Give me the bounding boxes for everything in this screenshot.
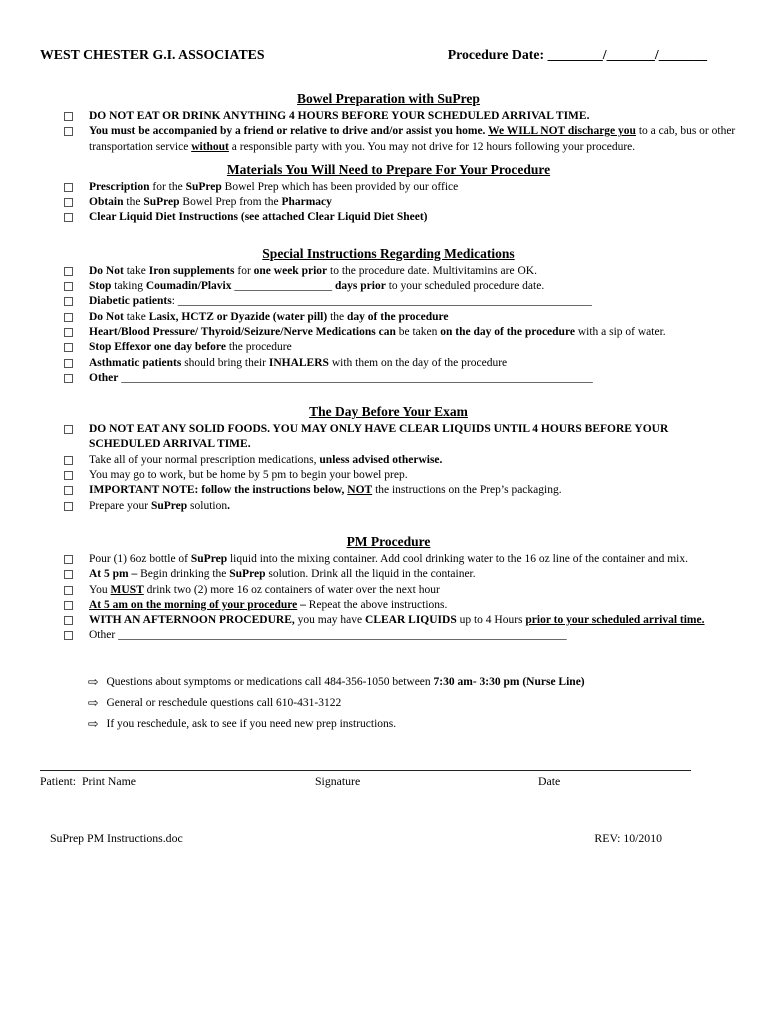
checklist-item-text	[89, 124, 737, 155]
text-segment: take	[123, 310, 149, 323]
text-segment: you may have	[294, 614, 366, 627]
text-segment: take	[123, 264, 149, 277]
section-title: Special Instructions Regarding Medications	[262, 245, 515, 261]
text-segment: Stop Effexor one day before	[89, 341, 226, 354]
document-footer	[40, 831, 737, 846]
text-segment: You may go to work, but be home by 5 pm to begin your bowel prep.	[89, 469, 408, 482]
checklist-item	[40, 552, 737, 567]
section-materials	[40, 161, 737, 226]
section-pm-procedure	[40, 533, 737, 644]
checkbox-icon[interactable]	[64, 198, 73, 207]
text-segment: DO NOT EAT ANY SOLID FOODS. YOU MAY ONLY HAVE CLEAR LIQUIDS UNTIL 4 HOURS BEFORE YOUR SCHEDULED ARRIVAL TIME.	[89, 423, 669, 451]
checklist-item	[40, 453, 737, 468]
checklist-item-text	[89, 598, 737, 613]
text-segment: day of the procedure	[347, 310, 449, 323]
checklist-item-text	[89, 567, 737, 582]
checkbox-icon[interactable]	[64, 267, 73, 276]
text-segment: with them on the day of the procedure	[328, 356, 508, 369]
text-segment: prior to your scheduled arrival time.	[525, 614, 705, 627]
checklist-item	[40, 180, 737, 195]
checklist-item-text	[89, 325, 737, 340]
checklist-item	[40, 371, 737, 386]
text-segment: Take all of your normal prescription medications,	[89, 453, 320, 466]
text-segment: one week prior	[253, 264, 328, 277]
section-title: PM Procedure	[346, 533, 431, 549]
checklist-item-text	[89, 552, 737, 567]
text-segment: Coumadin/Plavix	[145, 280, 232, 293]
checkbox-icon[interactable]	[64, 456, 73, 465]
checklist-item	[40, 499, 737, 514]
footer-filename: SuPrep PM Instructions.doc	[50, 830, 183, 845]
checkbox-icon[interactable]	[64, 601, 73, 610]
checkbox-icon[interactable]	[64, 297, 73, 306]
text-segment: Pharmacy	[281, 196, 332, 209]
checklist-item-text	[89, 180, 737, 195]
checkbox-icon[interactable]	[64, 616, 73, 625]
checklist-item	[40, 613, 737, 628]
text-segment: SuPrep	[229, 568, 266, 581]
text-segment: up to 4 Hours	[456, 614, 526, 627]
text-segment: IMPORTANT NOTE: follow the instructions below,	[89, 484, 348, 497]
text-segment: to your scheduled procedure date.	[385, 280, 545, 293]
note-text	[106, 695, 341, 711]
checklist-item	[40, 567, 737, 582]
checkbox-icon[interactable]	[64, 282, 73, 291]
checklist-item	[40, 124, 737, 155]
text-segment: a responsible party with you. You may not drive for 12 hours following your procedure.	[228, 140, 636, 153]
text-segment: drink two (2) more 16 oz containers of water over the next hour	[143, 583, 440, 596]
checklist-item	[40, 356, 737, 371]
procedure-date-label: Procedure Date:	[447, 47, 548, 62]
text-segment: Clear Liquid Diet Instructions (see attached Clear Liquid Diet Sheet)	[89, 211, 428, 224]
text-segment: Other	[89, 629, 119, 642]
text-segment: days prior	[335, 280, 386, 293]
text-segment: the instructions on the Prep’s packaging.	[372, 484, 562, 497]
right-arrow-icon: ⇨	[88, 673, 99, 689]
checklist-item	[40, 325, 737, 340]
text-segment: on the day of the procedure	[440, 325, 575, 338]
signature-labels	[40, 774, 737, 789]
checklist-item	[40, 598, 737, 613]
checkbox-icon[interactable]	[64, 631, 73, 640]
text-segment: You	[89, 583, 111, 596]
notes	[40, 674, 737, 732]
checklist-item	[40, 468, 737, 483]
text-segment: DO NOT EAT OR DRINK ANYTHING 4 HOURS BEFORE YOUR SCHEDULED ARRIVAL TIME.	[89, 110, 590, 122]
text-segment: Iron supplements	[148, 264, 235, 277]
text-segment: At 5 pm –	[89, 568, 141, 581]
right-arrow-icon: ⇨	[88, 715, 99, 731]
checklist-item	[40, 340, 737, 355]
note-text	[106, 716, 396, 732]
checklist-item	[40, 294, 737, 309]
section-bowel-prep	[40, 90, 737, 155]
text-segment: Questions about symptoms or medications call 484-356-1050 between	[106, 675, 434, 688]
text-segment: to the procedure date. Multivitamins are OK.	[327, 264, 537, 277]
text-segment: without	[191, 140, 229, 153]
note-item	[88, 674, 737, 690]
text-segment: Diabetic patients	[89, 295, 172, 308]
checkbox-icon[interactable]	[64, 112, 73, 121]
text-segment: solution. Drink all the liquid in the container.	[265, 568, 476, 581]
text-segment: should bring their	[181, 356, 269, 369]
checkbox-icon[interactable]	[64, 359, 73, 368]
checklist-item-text	[89, 264, 737, 279]
checklist-item-text	[89, 499, 737, 514]
checkbox-icon[interactable]	[64, 486, 73, 495]
document-header	[40, 46, 737, 63]
checklist-item-text	[89, 109, 737, 124]
checklist-item	[40, 279, 737, 294]
text-segment: for	[234, 264, 254, 277]
text-segment: :	[171, 295, 178, 308]
text-segment: MUST	[110, 583, 144, 596]
checklist-item	[40, 195, 737, 210]
procedure-date	[448, 46, 707, 63]
checkbox-icon[interactable]	[64, 213, 73, 222]
checkbox-icon[interactable]	[64, 555, 73, 564]
text-segment: be taken	[395, 325, 441, 338]
checklist-item	[40, 210, 737, 225]
checklist-item-text	[89, 195, 737, 210]
text-segment: Stop	[89, 280, 112, 293]
text-segment: –	[297, 598, 309, 611]
checklist-item-text	[89, 279, 737, 294]
text-segment: taking	[111, 280, 146, 293]
text-segment: Lasix, HCTZ or Dyazide (water pill)	[148, 310, 328, 323]
text-segment: SuPrep	[185, 180, 222, 193]
text-segment: Other	[89, 371, 119, 384]
checkbox-icon[interactable]	[64, 183, 73, 192]
checkbox-icon[interactable]	[64, 502, 73, 511]
text-segment: liquid into the mixing container. Add cool drinking water to the 16 oz line of the container and mix.	[227, 552, 688, 565]
text-segment: WITH AN AFTERNOON PROCEDURE,	[89, 614, 295, 627]
checklist-item	[40, 483, 737, 498]
note-item	[88, 716, 737, 732]
section-title: Materials You Will Need to Prepare For Your Procedure	[226, 161, 551, 177]
text-segment: Prepare your	[89, 499, 151, 512]
note-text	[106, 674, 584, 690]
sections	[40, 90, 737, 644]
checklist-item-text	[89, 310, 737, 325]
checklist-item-text	[89, 483, 737, 498]
text-segment: SuPrep	[143, 196, 180, 209]
note-item	[88, 695, 737, 711]
text-segment: SuPrep	[150, 499, 188, 512]
checkbox-icon[interactable]	[64, 570, 73, 579]
checkbox-icon[interactable]	[64, 471, 73, 480]
text-segment: CLEAR LIQUIDS	[365, 614, 457, 627]
text-segment: Prescription	[89, 180, 150, 193]
text-segment: with a sip of water.	[574, 325, 666, 338]
checklist-item-text	[89, 453, 737, 468]
checklist-item	[40, 109, 737, 124]
procedure-date-blank-field[interactable]: ________/_______/_______	[547, 47, 707, 62]
checkbox-icon[interactable]	[64, 374, 73, 383]
text-segment: for the	[149, 180, 186, 193]
signature-line[interactable]	[40, 770, 691, 771]
text-segment: General or reschedule questions call 610-431-3122	[106, 696, 342, 709]
text-segment: the procedure	[225, 341, 292, 354]
checklist-item	[40, 422, 737, 453]
checklist-item	[40, 310, 737, 325]
section-day-before	[40, 403, 737, 514]
text-segment: Obtain	[89, 196, 124, 209]
blank-field[interactable]: ________________________________________________________________________	[177, 295, 592, 308]
text-segment: You must be accompanied by a friend or relative to drive and/or assist you home.	[89, 125, 489, 138]
text-segment: We WILL NOT discharge you	[488, 125, 636, 138]
checklist-item-text	[89, 294, 737, 309]
text-segment: Asthmatic patients	[89, 356, 182, 369]
date-label: Date	[538, 773, 561, 788]
blank-field[interactable]: _________________	[231, 280, 336, 293]
checklist-item-text	[89, 613, 737, 628]
section-medications	[40, 245, 737, 386]
checkbox-icon[interactable]	[64, 328, 73, 337]
checklist-item-text	[89, 468, 737, 483]
clinic-name: WEST CHESTER G.I. ASSOCIATES	[40, 47, 265, 62]
text-segment: Heart/Blood Pressure/ Thyroid/Seizure/Nerve Medications can	[89, 325, 396, 338]
checklist-item	[40, 583, 737, 598]
checklist-item-text	[89, 583, 737, 598]
blank-field[interactable]: __________________________________________________________________________________	[121, 371, 593, 384]
checklist-item	[40, 628, 737, 643]
checklist-item-text	[89, 340, 737, 355]
checkbox-icon[interactable]	[64, 343, 73, 352]
text-segment: the	[327, 310, 348, 323]
text-segment: .	[227, 499, 230, 512]
section-title: Bowel Preparation with SuPrep	[297, 91, 480, 106]
right-arrow-icon: ⇨	[88, 694, 99, 710]
signature-block	[40, 770, 737, 789]
checklist-item-text	[89, 210, 737, 225]
text-segment: At 5 am on the morning of your procedure	[89, 598, 298, 611]
text-segment: solution	[187, 499, 228, 512]
section-title: The Day Before Your Exam	[309, 404, 468, 420]
checklist-item-text	[89, 356, 737, 371]
text-segment: Do Not	[89, 310, 124, 323]
blank-field[interactable]: ______________________________________________________________________________	[118, 629, 567, 642]
checklist-item	[40, 264, 737, 279]
footer-revision: REV: 10/2010	[594, 830, 662, 845]
text-segment: 7:30 am- 3:30 pm (Nurse Line)	[433, 675, 585, 688]
text-segment: Bowel Prep which has been provided by our office	[221, 180, 459, 193]
text-segment: Begin drinking the	[140, 568, 230, 581]
text-segment: the	[123, 196, 144, 209]
text-segment: INHALERS	[268, 356, 329, 369]
text-segment: SuPrep	[190, 552, 228, 565]
text-segment: If you reschedule, ask to see if you need new prep instructions.	[106, 717, 397, 730]
text-segment: Do Not	[89, 264, 124, 277]
checkbox-icon[interactable]	[64, 127, 73, 136]
checkbox-icon[interactable]	[64, 586, 73, 595]
patient-name-label: Patient: Print Name	[40, 773, 136, 788]
checklist-item-text	[89, 371, 737, 386]
checkbox-icon[interactable]	[64, 313, 73, 322]
text-segment: Repeat the above instructions.	[308, 598, 448, 611]
signature-label: Signature	[315, 773, 361, 788]
checklist-item-text	[89, 422, 737, 453]
text-segment: NOT	[347, 484, 373, 497]
text-segment: to a cab, bus or other transportation service	[89, 125, 736, 153]
checkbox-icon[interactable]	[64, 425, 73, 434]
text-segment: unless advised otherwise.	[319, 453, 443, 466]
checklist-item-text	[89, 628, 737, 643]
text-segment: Bowel Prep from the	[179, 196, 282, 209]
text-segment: Pour (1) 6oz bottle of	[89, 552, 191, 565]
